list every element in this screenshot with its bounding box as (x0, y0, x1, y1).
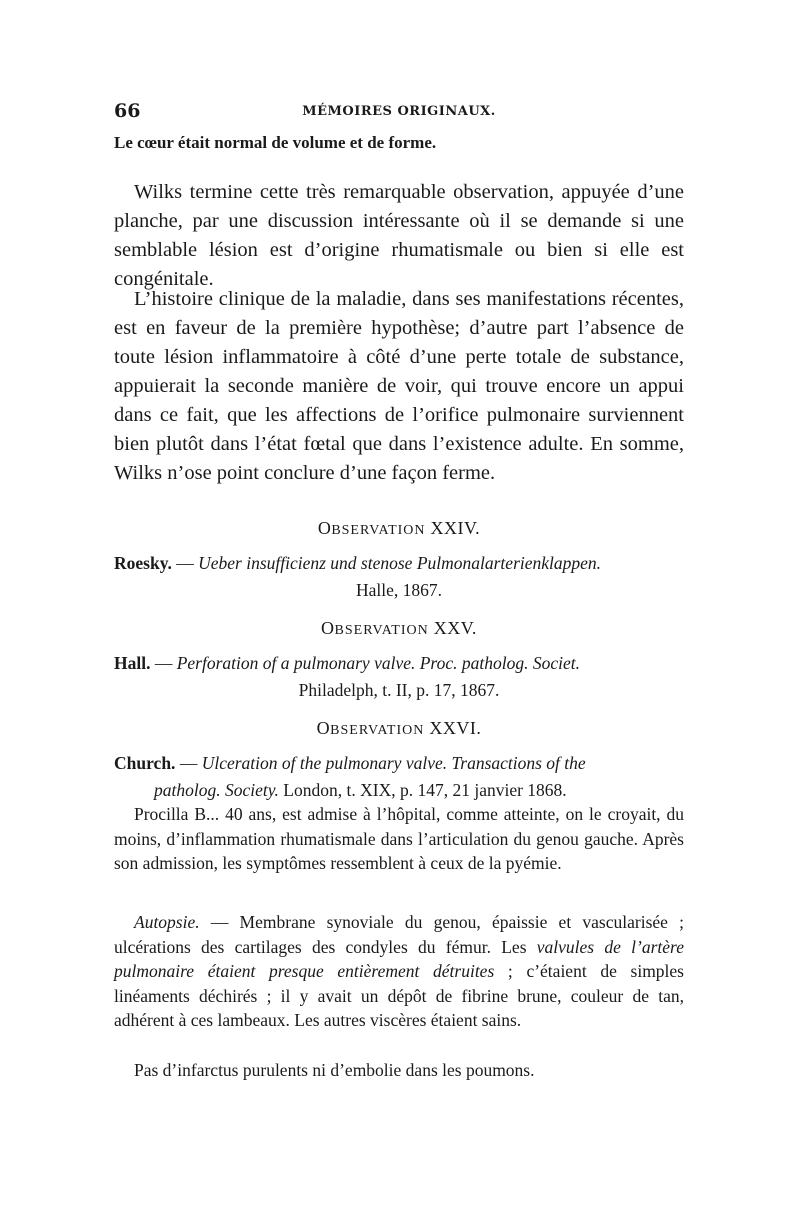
autopsy-label: Autopsie. (134, 912, 200, 932)
autopsy-paragraph (114, 910, 684, 1033)
reference-line-1 (114, 750, 684, 777)
reference-line-1 (114, 550, 684, 577)
reference-journal: patholog. Society. (154, 780, 279, 800)
observation-title-xxvi (114, 718, 684, 739)
reference-church (114, 750, 684, 804)
paragraph-1: Wilks termine cette très remarquable observation, appuyée d’une planche, par une discussion intéressante où il se demande si une semblable lésion est d’origine rhumatismale ou bien si elle est congénitale. (114, 181, 684, 290)
obs-rest: BSERVATION (330, 723, 425, 738)
reference-line-2: Philadelph, t. II, p. 17, 1867. (298, 680, 500, 700)
reference-dash: — (171, 553, 199, 573)
reference-dash: — (175, 753, 202, 773)
obs-initial: O (321, 618, 335, 638)
lead-line: Le cœur était normal de volume et de forme. (114, 133, 437, 152)
page-header (114, 100, 684, 124)
reference-line-2 (114, 777, 684, 804)
obs-numeral: XXVI. (429, 718, 482, 738)
case-paragraph: Procilla B... 40 ans, est admise à l’hôpital, comme atteinte, on le croyait, du moins, d’inflammation rhumatismale dans l’articulation du genou gauche. Après son admission, les symptômes ressemblent à ceux de la pyémie. (114, 804, 684, 873)
obs-initial: O (316, 718, 331, 738)
running-title: MÉMOIRES ORIGINAUX. (302, 104, 496, 119)
autopsy-text-b: ; c’étaient de simples linéaments déchirés ; il y avait un dépôt de fibrine brune, couleur de tan, adhérent à ces lambeaux. Les autres viscères étaient sains. (114, 961, 684, 1030)
reference-line-1 (114, 650, 684, 677)
obs-numeral: XXV. (433, 618, 477, 638)
reference-work: Ulceration of the pulmonary valve. Transactions of the (201, 753, 586, 773)
reference-author: Hall. (114, 653, 151, 673)
reference-work: Ueber insufficienz und stenose Pulmonalarterienklappen. (198, 553, 602, 573)
observation-title-xxiv (114, 518, 684, 539)
final-paragraph: Pas d’infarctus purulents ni d’embolie dans les poumons. (134, 1060, 535, 1080)
reference-author: Roesky. (114, 553, 172, 573)
paragraph-2: L’histoire clinique de la maladie, dans ses manifestations récentes, est en faveur de la première hypothèse; d’autre part l’absence de toute lésion inflammatoire à côté d’une perte totale de substance, appuierait la seconde manière de voir, qui trouve encore un appui dans ce fait, que les affections de l’orifice pulmonaire surviennent bien plutôt dans l’état fœtal que dans l’existence adulte. En somme, Wilks n’ose point conclure d’une façon ferme. (114, 288, 684, 484)
reference-hall (114, 650, 684, 704)
page-number: 66 (114, 100, 141, 122)
autopsy-text-a: — Membrane synoviale du genou, épaissie et vascularisée ; ulcérations des cartilages des condyles du fémur. Les (114, 912, 684, 957)
reference-details: London, t. XIX, p. 147, 21 janvier 1868. (278, 780, 567, 800)
reference-line-2: Halle, 1867. (355, 580, 443, 600)
obs-rest: BSERVATION (334, 623, 429, 638)
observation-title-xxv (114, 618, 684, 639)
reference-work: Perforation of a pulmonary valve. Proc. patholog. Societ. (176, 653, 580, 673)
obs-initial: O (317, 518, 332, 538)
autopsy-italic: valvules de l’artère pulmonaire étaient presque entièrement détruites (114, 936, 684, 981)
reference-dash: — (150, 653, 177, 673)
obs-rest: BSERVATION (331, 523, 426, 538)
reference-author: Church. (114, 753, 176, 773)
obs-numeral: XXIV. (430, 518, 481, 538)
reference-roesky (114, 550, 684, 604)
